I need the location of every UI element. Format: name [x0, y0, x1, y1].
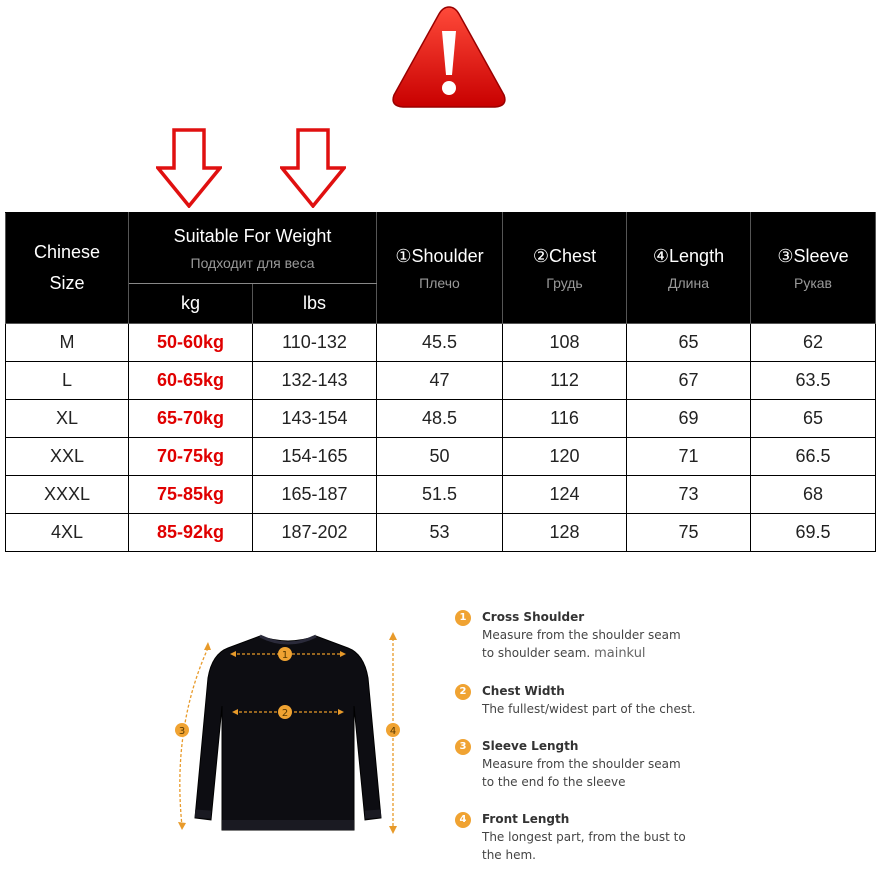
header-length: ④Length Длина: [627, 213, 751, 324]
weight-subtitle: Подходит для веса: [190, 255, 315, 271]
cell-size: L: [6, 362, 129, 400]
cell-lbs: 110-132: [253, 324, 377, 362]
cell-shoulder: 51.5: [377, 476, 503, 514]
cell-shoulder: 45.5: [377, 324, 503, 362]
cell-chest: 112: [503, 362, 627, 400]
measurement-legend: [455, 608, 725, 883]
cell-sleeve: 62: [751, 324, 876, 362]
legend-item-chest-width: 2 Chest Width The fullest/widest part of the chest.: [455, 682, 725, 718]
cell-lbs: 154-165: [253, 438, 377, 476]
sweater-body: [195, 636, 381, 830]
cell-length: 65: [627, 324, 751, 362]
cell-chest: 128: [503, 514, 627, 552]
cell-kg: 85-92kg: [129, 514, 253, 552]
marker-4: 4: [389, 726, 397, 737]
header-kg: kg: [129, 284, 253, 324]
cell-shoulder: 47: [377, 362, 503, 400]
cell-size: XL: [6, 400, 129, 438]
cell-sleeve: 68: [751, 476, 876, 514]
cell-length: 69: [627, 400, 751, 438]
header-chinese-size: Chinese Size: [6, 213, 129, 324]
cell-sleeve: 63.5: [751, 362, 876, 400]
cell-length: 73: [627, 476, 751, 514]
cell-shoulder: 48.5: [377, 400, 503, 438]
cell-lbs: 132-143: [253, 362, 377, 400]
cell-chest: 108: [503, 324, 627, 362]
cell-shoulder: 53: [377, 514, 503, 552]
legend-item-front-length: 4 Front Length The longest part, from the bust to the hem.: [455, 810, 725, 864]
cell-kg: 65-70kg: [129, 400, 253, 438]
table-row: [6, 324, 876, 362]
cell-chest: 116: [503, 400, 627, 438]
cell-chest: 124: [503, 476, 627, 514]
cell-length: 67: [627, 362, 751, 400]
header-sleeve: ③Sleeve Рукав: [751, 213, 876, 324]
weight-title: Suitable For Weight: [173, 226, 332, 246]
legend-item-sleeve-length: 3 Sleeve Length Measure from the shoulder seam to the end fo the sleeve: [455, 737, 725, 791]
marker-3: 3: [178, 726, 186, 737]
cell-kg: 60-65kg: [129, 362, 253, 400]
cell-lbs: 143-154: [253, 400, 377, 438]
table-row: [6, 476, 876, 514]
marker-2: 2: [281, 708, 289, 719]
cell-size: M: [6, 324, 129, 362]
cell-lbs: 187-202: [253, 514, 377, 552]
table-row: [6, 514, 876, 552]
cell-sleeve: 65: [751, 400, 876, 438]
cell-kg: 50-60kg: [129, 324, 253, 362]
cell-kg: 70-75kg: [129, 438, 253, 476]
cell-lbs: 165-187: [253, 476, 377, 514]
cell-size: XXXL: [6, 476, 129, 514]
table-row: [6, 438, 876, 476]
header-weight-group: [129, 213, 377, 284]
marker-1: 1: [281, 650, 289, 661]
cell-sleeve: 69.5: [751, 514, 876, 552]
cell-size: 4XL: [6, 514, 129, 552]
number-badge-icon: 3: [455, 739, 471, 755]
cell-length: 75: [627, 514, 751, 552]
cell-size: XXL: [6, 438, 129, 476]
cell-length: 71: [627, 438, 751, 476]
table-row: [6, 362, 876, 400]
header-lbs: lbs: [253, 284, 377, 324]
cell-shoulder: 50: [377, 438, 503, 476]
sweater-measurement-diagram: [168, 628, 408, 838]
warning-triangle-icon: [389, 3, 509, 110]
down-arrow-icon: [280, 128, 346, 208]
number-badge-icon: 2: [455, 684, 471, 700]
number-badge-icon: 4: [455, 812, 471, 828]
table-row: [6, 400, 876, 438]
number-badge-icon: 1: [455, 610, 471, 626]
header-chest: ②Chest Грудь: [503, 213, 627, 324]
down-arrow-icon: [156, 128, 222, 208]
legend-item-cross-shoulder: 1 Cross Shoulder Measure from the shoulder seam to shoulder seam. mainkul: [455, 608, 725, 663]
size-chart-table: [5, 212, 876, 552]
header-shoulder: ①Shoulder Плечо: [377, 213, 503, 324]
cell-kg: 75-85kg: [129, 476, 253, 514]
brand-label: mainkul: [594, 646, 646, 661]
cell-sleeve: 66.5: [751, 438, 876, 476]
cell-chest: 120: [503, 438, 627, 476]
